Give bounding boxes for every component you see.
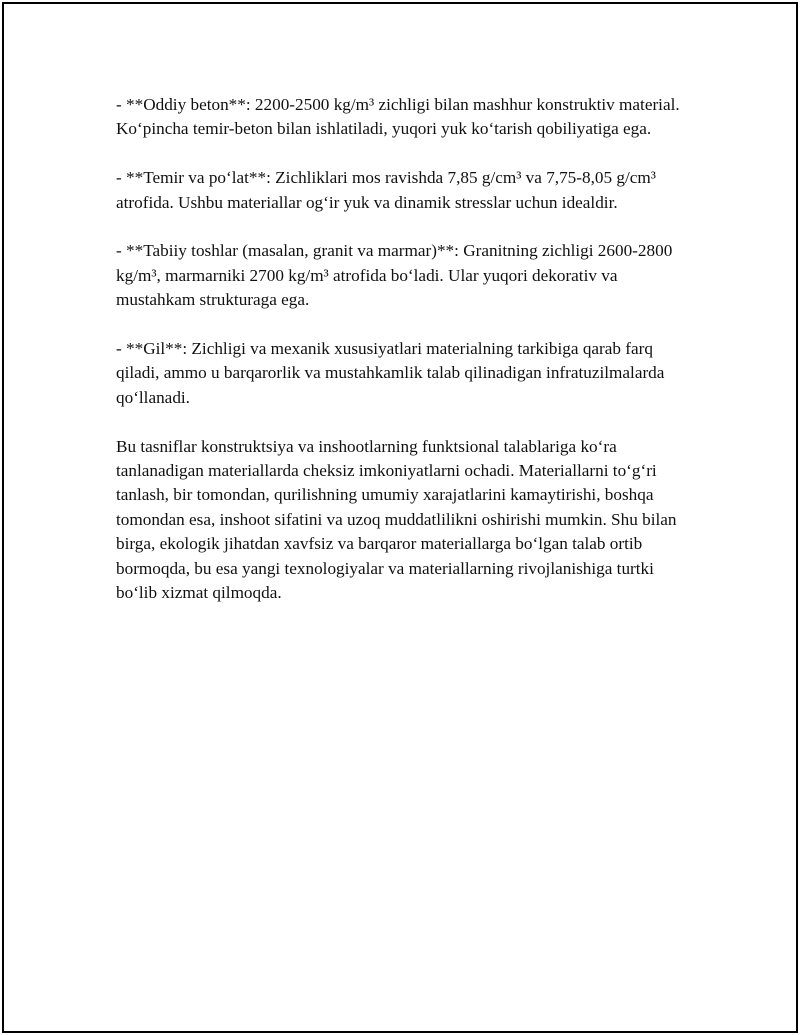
paragraph-gil: - **Gil**: Zichligi va mexanik xususiyatlari materialning tarkibiga qarab farq qiladi, ammo u barqarorlik va mustahkamlik talab qilinadigan infratuzilmalarda qo‘llanadi.: [116, 339, 665, 407]
document-body: [116, 93, 682, 630]
paragraph-tabiiy-toshlar: - **Tabiiy toshlar (masalan, granit va marmar)**: Granitning zichligi 2600-2800 kg/m³, marmarniki 2700 kg/m³ atrofida bo‘ladi. Ular yuqori dekorativ va mustahkam strukturaga ega.: [116, 241, 673, 310]
paragraph-temir-va-polat: - **Temir va po‘lat**: Zichliklari mos ravishda 7,85 g/cm³ va 7,75-8,05 g/cm³ atrofida. Ushbu materiallar og‘ir yuk va dinamik stresslar uchun idealdir.: [116, 168, 656, 212]
paragraph-oddiy-beton: - **Oddiy beton**: 2200-2500 kg/m³ zichligi bilan mashhur konstruktiv material. Ko‘pincha temir-beton bilan ishlatiladi, yuqori yuk ko‘tarish qobiliyatiga ega.: [116, 95, 680, 139]
paragraph-conclusion: Bu tasniflar konstruktsiya va inshootlarning funktsional talablariga ko‘ra tanlanadigan materiallarda cheksiz imkoniyatlarni ochadi. Materiallarni to‘g‘ri tanlash, bir tomondan, qurilishning umumiy xarajatlarini kamaytirishi, boshqa tomondan esa, inshoot sifatini va uzoq muddatlilikni oshirishi mumkin. Shu bilan birga, ekologik jihatdan xavfsiz va barqaror materiallarga bo‘lgan talab ortib bormoqda, bu esa yangi texnologiyalar va materiallarning rivojlanishiga turtki bo‘lib xizmat qilmoqda.: [116, 436, 677, 603]
